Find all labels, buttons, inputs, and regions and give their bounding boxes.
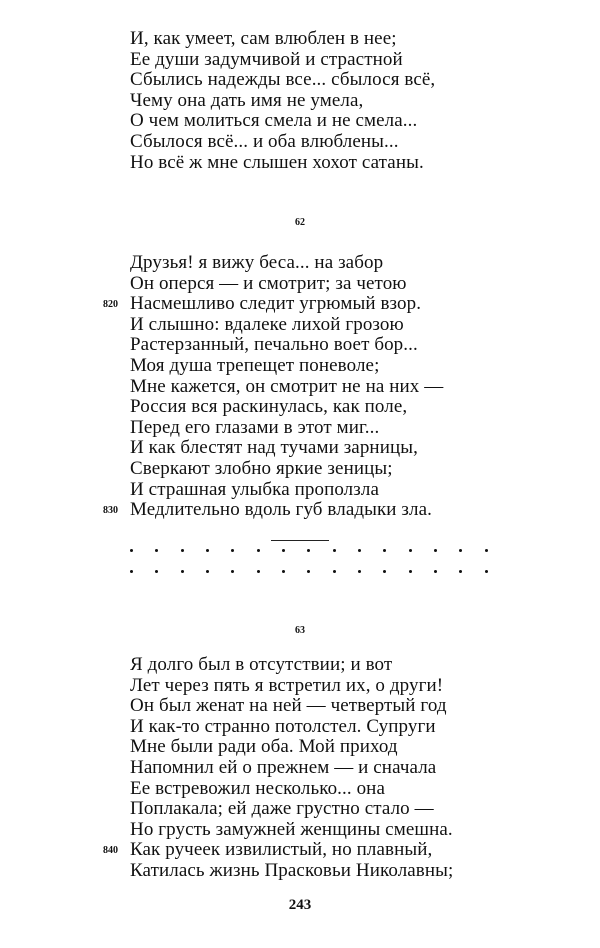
line-number: 820 <box>103 299 118 311</box>
stanza-top <box>130 29 570 173</box>
dot <box>485 549 488 552</box>
page-number: 243 <box>288 897 312 913</box>
dot <box>459 570 462 573</box>
omission-dots-row <box>130 570 488 574</box>
verse-text: Растерзанный, печально воет бор... <box>130 334 418 356</box>
verse-line: Сбылись надежды все... сбылося всё, <box>130 69 436 91</box>
dot <box>257 570 260 573</box>
verse-text: И слышно: вдалеке лихой грозою <box>130 313 404 335</box>
verse-line <box>130 676 570 697</box>
dot <box>130 570 133 573</box>
verse-line: Ее души задумчивой и страстной <box>130 48 403 70</box>
verse-line: Чему она дать имя не умела, <box>130 89 364 111</box>
verse-line <box>130 438 570 459</box>
verse-text: Я долго был в отсутствии; и вот <box>130 654 393 675</box>
verse-line: Сбылося всё... и оба влюблены... <box>130 130 399 152</box>
dot <box>181 549 184 552</box>
section-number-62: 62 <box>295 217 305 228</box>
verse-line <box>130 397 570 418</box>
dot <box>409 549 412 552</box>
verse-line <box>130 253 570 274</box>
dot <box>231 570 234 573</box>
section-divider <box>271 540 329 541</box>
verse-text: Но грусть замужней женщины смешна. <box>130 818 453 840</box>
line-number: 830 <box>103 505 118 517</box>
verse-line <box>130 480 570 501</box>
verse-text: Он оперся — и смотрит; за четою <box>130 272 407 294</box>
verse-line <box>130 356 570 377</box>
dot <box>333 570 336 573</box>
stanza-63 <box>103 654 570 882</box>
verse-line <box>130 315 570 336</box>
verse-line <box>130 737 570 758</box>
verse-line: О чем молиться смела и не смела... <box>130 110 418 132</box>
verse-text: Моя душа трепещет поневоле; <box>130 354 380 376</box>
verse-text: Напомнил ей о прежнем — и сначала <box>130 756 437 778</box>
dot <box>206 570 209 573</box>
dot <box>155 570 158 573</box>
section-number-63: 63 <box>295 625 305 636</box>
verse-text: Медлительно вдоль губ владыки зла. <box>130 499 433 521</box>
verse-line <box>130 335 570 356</box>
verse-text: Россия вся раскинулась, как поле, <box>130 396 408 418</box>
verse-text: Он был женат на ней — четвертый год <box>130 695 447 717</box>
verse-text: Мне были ради оба. Мой приход <box>130 736 398 758</box>
line-number: 840 <box>103 845 118 857</box>
stanza-62 <box>103 252 570 521</box>
verse-text: Перед его глазами в этот миг... <box>130 416 380 438</box>
verse-text: Как ручеек извилистый, но плавный, <box>130 839 433 861</box>
verse-line <box>130 799 570 820</box>
verse-line <box>130 717 570 738</box>
dot <box>155 549 158 552</box>
verse-line <box>130 655 570 676</box>
verse-text: И как-то странно потолстел. Супруги <box>130 715 436 737</box>
dot <box>383 570 386 573</box>
dot <box>307 549 310 552</box>
verse-line <box>130 274 570 295</box>
verse-line <box>103 839 570 861</box>
verse-text: И страшная улыбка проползла <box>130 478 379 500</box>
dot <box>257 549 260 552</box>
verse-line <box>103 499 570 521</box>
dot <box>181 570 184 573</box>
dot <box>434 549 437 552</box>
verse-text: Лет через пять я встретил их, о други! <box>130 674 444 696</box>
dot <box>434 570 437 573</box>
dot <box>206 549 209 552</box>
verse-text: Друзья! я вижу беса... на забор <box>130 252 384 273</box>
dot <box>130 549 133 552</box>
verse-line: Но всё ж мне слышен хохот сатаны. <box>130 151 424 173</box>
verse-line <box>130 696 570 717</box>
dot <box>307 570 310 573</box>
dot <box>459 549 462 552</box>
dot <box>383 549 386 552</box>
verse-text: Мне кажется, он смотрит не на них — <box>130 375 444 397</box>
dot <box>231 549 234 552</box>
verse-text: Катилась жизнь Прасковьи Николавны; <box>130 859 454 881</box>
verse-text: Поплакала; ей даже грустно стало — <box>130 798 434 820</box>
dot <box>282 570 285 573</box>
verse-text: И как блестят над тучами зарницы, <box>130 437 418 459</box>
verse-line <box>130 377 570 398</box>
dot <box>358 549 361 552</box>
verse-line <box>130 779 570 800</box>
dot <box>358 570 361 573</box>
verse-line <box>130 861 570 882</box>
verse-text: Ее встревожил несколько... она <box>130 777 385 799</box>
dot <box>282 549 285 552</box>
verse-line <box>103 293 570 315</box>
verse-line: И, как умеет, сам влюблен в нее; <box>130 28 397 49</box>
verse-text: Насмешливо следит угрюмый взор. <box>130 293 422 315</box>
verse-text: Сверкают злобно яркие зеницы; <box>130 457 393 479</box>
verse-line <box>130 820 570 841</box>
dot <box>333 549 336 552</box>
verse-line <box>130 758 570 779</box>
verse-line <box>130 418 570 439</box>
verse-line <box>130 459 570 480</box>
omission-dots-row <box>130 549 488 553</box>
dot <box>485 570 488 573</box>
dot <box>409 570 412 573</box>
